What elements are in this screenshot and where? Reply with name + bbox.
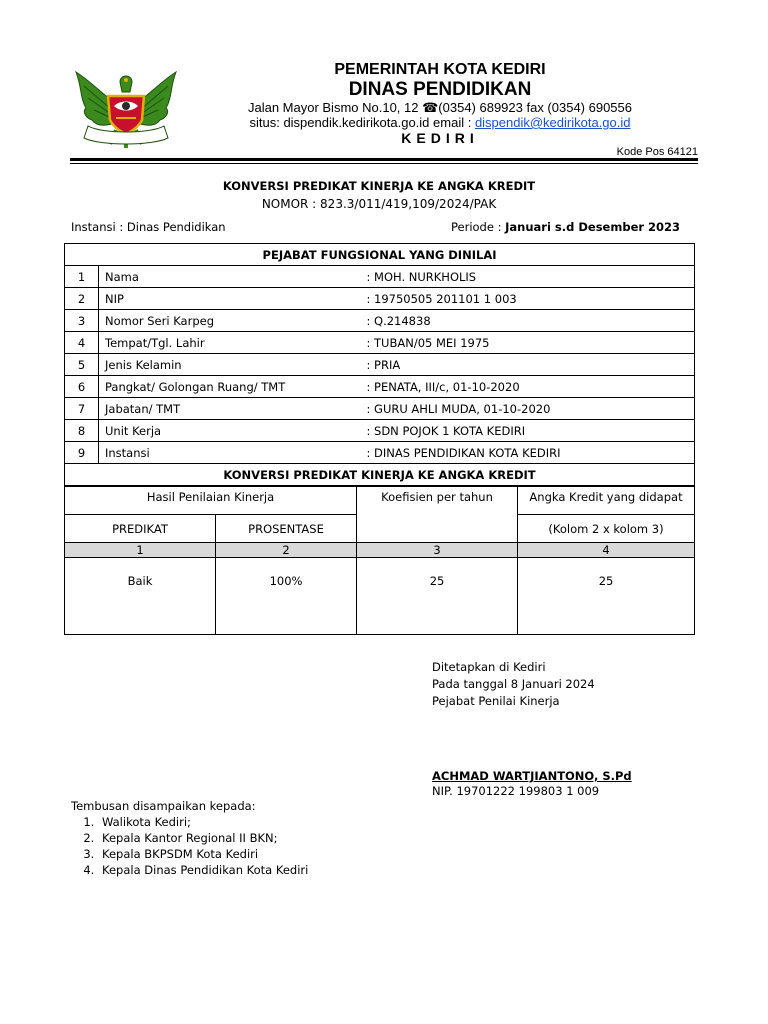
email-link[interactable]: dispendik@kedirikota.go.id [474, 115, 631, 130]
tembusan-block [71, 798, 308, 878]
officer-table-header-row [65, 244, 695, 266]
tembusan-item: 1. Walikota Kediri; [98, 814, 308, 830]
government-name: PEMERINTAH KOTA KEDIRI [334, 61, 546, 78]
signature-block [432, 659, 595, 710]
letterhead-rule-thick [70, 158, 698, 161]
officer-row [65, 398, 695, 420]
officer-row [65, 376, 695, 398]
hasil-header: Hasil Penilaian Kinerja [65, 487, 357, 515]
officer-row [65, 332, 695, 354]
agency-contact [200, 115, 680, 130]
row-number: 8 [65, 420, 99, 442]
koefisien-header: Koefisien per tahun [357, 487, 518, 543]
prosentase-value: 100% [216, 558, 357, 635]
row-value: : PENATA, III/c, 01-10-2020 [361, 376, 695, 398]
periode-label [451, 220, 680, 234]
tembusan-item: 2. Kepala Kantor Regional II BKN; [98, 830, 308, 846]
row-number: 4 [65, 332, 99, 354]
periode-value: Januari s.d Desember 2023 [505, 220, 681, 234]
agency-name: DINAS PENDIDIKAN [348, 79, 532, 100]
officer-rows [65, 266, 695, 464]
row-value: : Q.214838 [361, 310, 695, 332]
periode-prefix: Periode : [451, 220, 506, 234]
conversion-data-row [65, 558, 695, 635]
angka-kredit-header: Angka Kredit yang didapat [518, 487, 695, 515]
agency-address: Jalan Mayor Bismo No.10, 12 ☎(0354) 689923 fax (0354) 690556 [247, 100, 633, 115]
row-value: : DINAS PENDIDIKAN KOTA KEDIRI [361, 442, 695, 464]
ditetapkan-text: Ditetapkan di Kediri [432, 660, 546, 674]
angka-kredit-value: 25 [518, 558, 695, 635]
site-text: situs: dispendik.kedirikota.go.id email : [249, 115, 475, 130]
row-label: NIP [99, 288, 361, 310]
column-number: 2 [216, 543, 357, 558]
instansi-label: Instansi : Dinas Pendidikan [71, 220, 226, 234]
officer-row [65, 354, 695, 376]
row-label: Pangkat/ Golongan Ruang/ TMT [99, 376, 361, 398]
tembusan-list [71, 814, 308, 878]
row-value: : 19750505 201101 1 003 [361, 288, 695, 310]
predikat-value: Baik [65, 558, 216, 635]
column-number: 4 [518, 543, 695, 558]
signer-nip: NIP. 19701222 199803 1 009 [432, 784, 600, 798]
officer-row [65, 420, 695, 442]
tembusan-item: 4. Kepala Dinas Pendidikan Kota Kediri [98, 862, 308, 878]
tanggal-text: Pada tanggal 8 Januari 2024 [432, 677, 595, 691]
conversion-header-row [65, 464, 695, 486]
kolom-formula: (Kolom 2 x kolom 3) [518, 515, 695, 543]
row-value: : GURU AHLI MUDA, 01-10-2020 [361, 398, 695, 420]
city-name: KEDIRI [401, 130, 479, 146]
prosentase-header: PROSENTASE [216, 515, 357, 543]
row-label: Nomor Seri Karpeg [99, 310, 361, 332]
row-number: 3 [65, 310, 99, 332]
officer-table-header: PEJABAT FUNGSIONAL YANG DINILAI [65, 244, 695, 266]
column-number-row [65, 543, 695, 558]
row-number: 5 [65, 354, 99, 376]
jabatan-text: Pejabat Penilai Kinerja [432, 694, 560, 708]
officer-row [65, 266, 695, 288]
row-label: Jenis Kelamin [99, 354, 361, 376]
officer-row [65, 442, 695, 464]
column-number: 3 [357, 543, 518, 558]
kota-kediri-emblem [72, 68, 180, 158]
row-label: Nama [99, 266, 361, 288]
document-number: NOMOR : 823.3/011/419,109/2024/PAK [261, 197, 497, 211]
row-label: Tempat/Tgl. Lahir [99, 332, 361, 354]
row-value: : TUBAN/05 MEI 1975 [361, 332, 695, 354]
row-value: : PRIA [361, 354, 695, 376]
row-value: : SDN POJOK 1 KOTA KEDIRI [361, 420, 695, 442]
officer-table [64, 243, 695, 486]
tembusan-title: Tembusan disampaikan kepada: [71, 799, 256, 813]
officer-row [65, 288, 695, 310]
conversion-table-header: KONVERSI PREDIKAT KINERJA KE ANGKA KREDIT [65, 464, 695, 486]
letterhead-rule-thin [70, 163, 698, 164]
koefisien-value: 25 [357, 558, 518, 635]
row-label: Jabatan/ TMT [99, 398, 361, 420]
row-number: 7 [65, 398, 99, 420]
row-number: 1 [65, 266, 99, 288]
row-number: 6 [65, 376, 99, 398]
row-value: : MOH. NURKHOLIS [361, 266, 695, 288]
conversion-row-top [65, 487, 695, 515]
row-label: Instansi [99, 442, 361, 464]
column-number: 1 [65, 543, 216, 558]
signer-name: ACHMAD WARTJIANTONO, S.Pd [432, 769, 632, 783]
postcode: Kode Pos 64121 [616, 146, 698, 158]
tembusan-item: 3. Kepala BKPSDM Kota Kediri [98, 846, 308, 862]
document-title: KONVERSI PREDIKAT KINERJA KE ANGKA KREDIT [222, 179, 536, 193]
officer-row [65, 310, 695, 332]
predikat-header: PREDIKAT [65, 515, 216, 543]
row-label: Unit Kerja [99, 420, 361, 442]
row-number: 9 [65, 442, 99, 464]
row-number: 2 [65, 288, 99, 310]
conversion-table [64, 486, 695, 635]
